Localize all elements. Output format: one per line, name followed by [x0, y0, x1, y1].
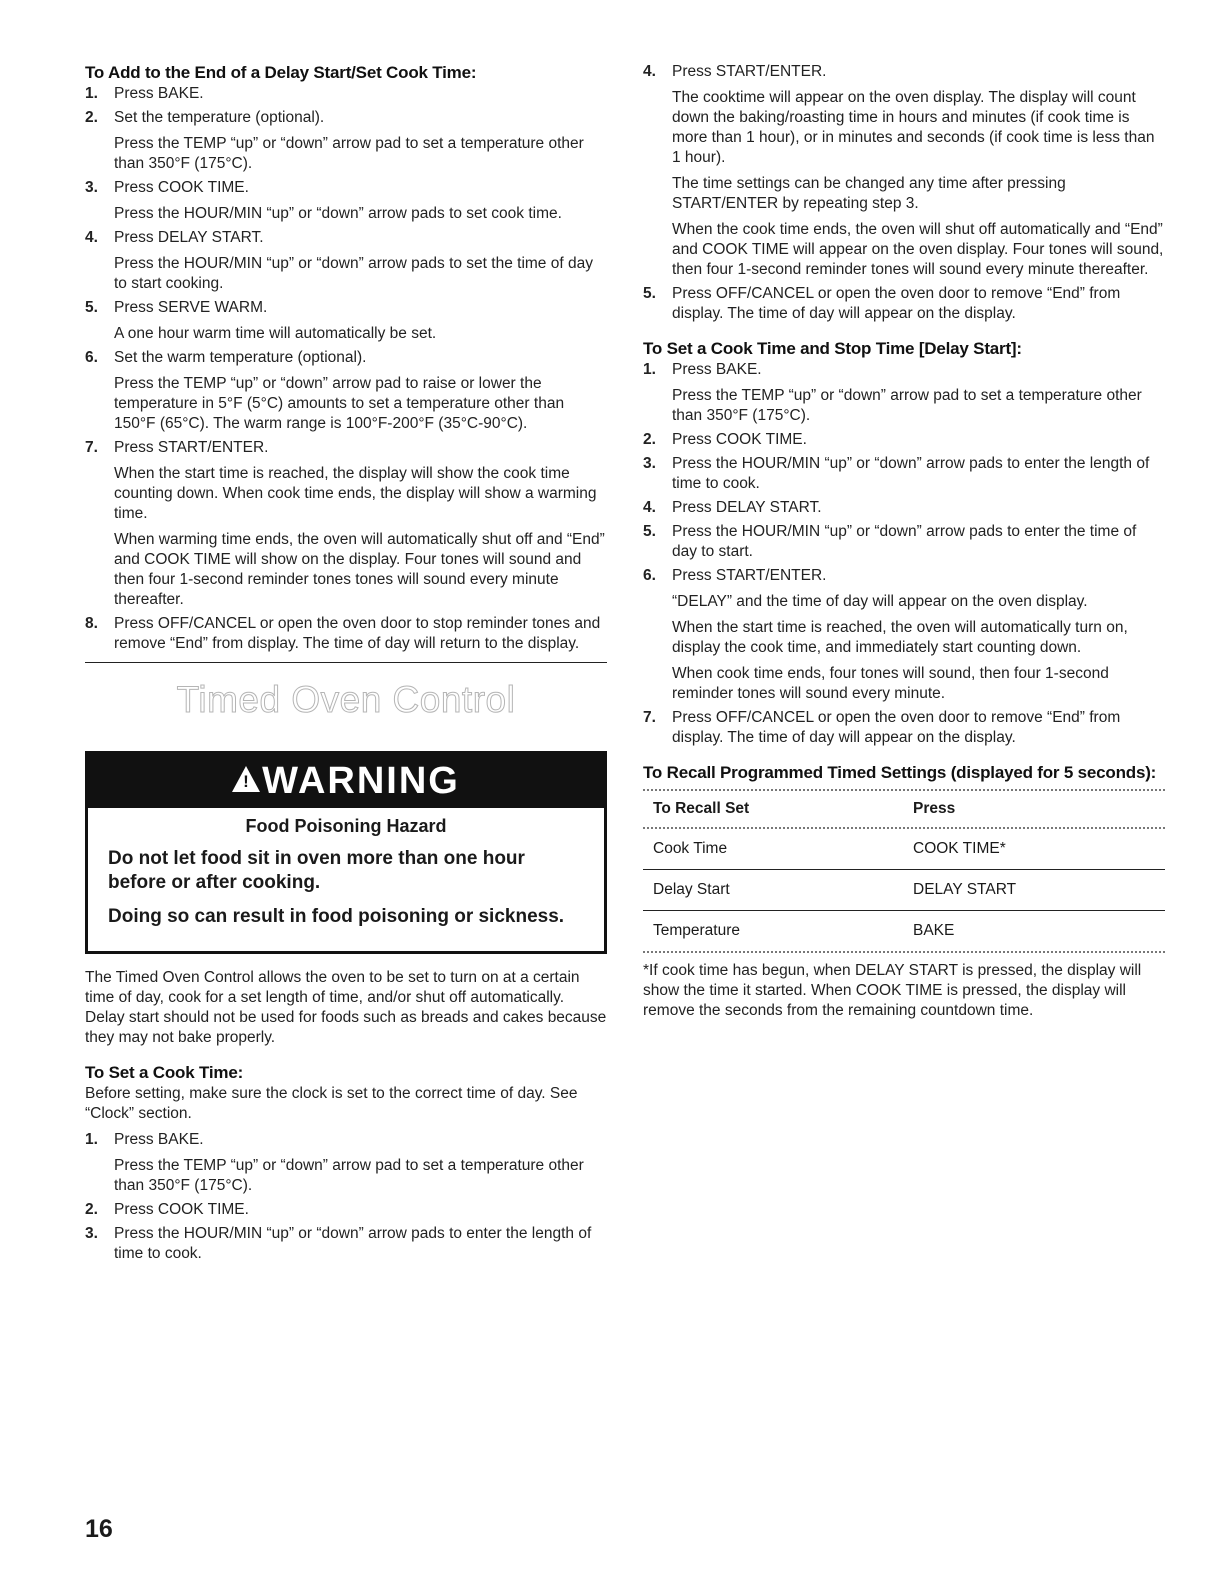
step-detail: Press the TEMP “up” or “down” arrow pad to set a temperature other than 350°F (175°C).	[672, 387, 1142, 424]
step-number: 6.	[85, 349, 98, 366]
list-item	[85, 178, 607, 224]
step-text: Press the HOUR/MIN “up” or “down” arrow pads to enter the time of day to start.	[672, 523, 1137, 560]
list-item	[643, 566, 1165, 704]
step-text: Press COOK TIME.	[114, 179, 249, 196]
step-text: Set the warm temperature (optional).	[114, 349, 367, 366]
table-row	[643, 870, 1165, 911]
column-header: Press	[913, 800, 956, 817]
step-detail: When cook time ends, four tones will sound, then four 1-second reminder tones will sound every minute.	[672, 665, 1109, 702]
list-item	[85, 438, 607, 610]
step-text: Press BAKE.	[672, 361, 762, 378]
step-detail: Press the TEMP “up” or “down” arrow pad to set a temperature other than 350°F (175°C).	[114, 1157, 584, 1194]
step-detail: Press the HOUR/MIN “up” or “down” arrow pads to set cook time.	[114, 205, 562, 222]
page-number: 16	[85, 1515, 113, 1543]
set-cook-cont-steps	[643, 62, 1165, 324]
left-column	[85, 62, 607, 1268]
intro-paragraph: The Timed Oven Control allows the oven to be set to turn on at a certain time of day, cook for a set length of time, and/or shut off automatically. Delay start should not be used for foods such as breads and cakes because they may not bake properly.	[85, 969, 607, 1046]
step-text: Press COOK TIME.	[672, 431, 807, 448]
list-item	[85, 1200, 607, 1220]
set-cook-steps	[85, 1130, 607, 1264]
step-text: Press OFF/CANCEL or open the oven door to remove “End” from display. The time of day will appear on the display.	[672, 285, 1121, 322]
step-text: Press SERVE WARM.	[114, 299, 268, 316]
hazard-statement: Do not let food sit in oven more than one hour before or after cooking.	[108, 848, 525, 893]
hazard-consequence: Doing so can result in food poisoning or sickness.	[108, 906, 565, 927]
step-detail: When warming time ends, the oven will automatically shut off and “End” and COOK TIME will show on the display. Four tones will sound and then four 1-second reminder tones tones will sound every minute thereafter.	[114, 531, 605, 608]
list-item	[643, 62, 1165, 280]
step-number: 3.	[85, 1225, 98, 1242]
step-text: Press START/ENTER.	[672, 567, 827, 584]
step-text: Press START/ENTER.	[672, 63, 827, 80]
step-number: 2.	[85, 1201, 98, 1218]
warning-banner	[88, 754, 604, 808]
list-item	[643, 522, 1165, 562]
step-text: Press COOK TIME.	[114, 1201, 249, 1218]
warning-label: WARNING	[262, 759, 460, 802]
list-item	[643, 708, 1165, 748]
step-text: Press BAKE.	[114, 85, 204, 102]
table-cell: COOK TIME*	[913, 840, 1006, 857]
step-number: 5.	[643, 285, 656, 302]
hazard-title: Food Poisoning Hazard	[245, 816, 447, 836]
step-text: Press OFF/CANCEL or open the oven door to stop reminder tones and remove “End” from display. The time of day will return to the display.	[114, 615, 601, 652]
stop-time-steps	[643, 360, 1165, 748]
table-cell: Delay Start	[653, 881, 730, 898]
step-number: 4.	[85, 229, 98, 246]
set-cook-intro: Before setting, make sure the clock is set to the correct time of day. See “Clock” section.	[85, 1085, 578, 1122]
recall-heading: To Recall Programmed Timed Settings (displayed for 5 seconds):	[643, 763, 1157, 782]
step-number: 2.	[85, 109, 98, 126]
step-text: Press DELAY START.	[114, 229, 264, 246]
set-cook-heading: To Set a Cook Time:	[85, 1063, 244, 1082]
step-detail: Press the TEMP “up” or “down” arrow pad to raise or lower the temperature in 5°F (5°C) amounts to set a temperature other than 150°F (65°C). The warm range is 100°F-200°F (35°C-90°C).	[114, 375, 565, 432]
table-cell: DELAY START	[913, 881, 1017, 898]
list-item	[85, 348, 607, 434]
step-text: Press START/ENTER.	[114, 439, 269, 456]
step-number: 7.	[85, 439, 98, 456]
section-title: Timed Oven Control	[176, 679, 516, 720]
step-number: 7.	[643, 709, 656, 726]
step-number: 1.	[85, 85, 98, 102]
table-row	[643, 829, 1165, 870]
list-item	[643, 284, 1165, 324]
step-number: 4.	[643, 63, 656, 80]
step-number: 1.	[85, 1131, 98, 1148]
step-text: Press the HOUR/MIN “up” or “down” arrow pads to enter the length of time to cook.	[114, 1225, 592, 1262]
step-detail: When the start time is reached, the oven will automatically turn on, display the cook time, and immediately start counting down.	[672, 619, 1128, 656]
step-number: 5.	[85, 299, 98, 316]
step-number: 3.	[85, 179, 98, 196]
right-column	[643, 62, 1165, 1027]
step-text: Set the temperature (optional).	[114, 109, 325, 126]
step-detail: When the cook time ends, the oven will shut off automatically and “End” and COOK TIME will appear on the oven display. Four tones will sound, then four 1-second reminder tones will sound every minute thereafter.	[672, 221, 1164, 278]
recall-table	[643, 789, 1165, 953]
list-item	[85, 614, 607, 654]
stop-time-heading: To Set a Cook Time and Stop Time [Delay Start]:	[643, 339, 1022, 358]
list-item	[85, 298, 607, 344]
step-number: 3.	[643, 455, 656, 472]
step-text: Press OFF/CANCEL or open the oven door to remove “End” from display. The time of day will appear on the display.	[672, 709, 1121, 746]
step-number: 2.	[643, 431, 656, 448]
warning-triangle-icon: !	[232, 766, 260, 792]
warning-body	[88, 808, 604, 951]
footnote: *If cook time has begun, when DELAY START is pressed, the display will show the time it started. When COOK TIME is pressed, the display will remove the seconds from the remaining countdown time.	[643, 962, 1142, 1019]
table-header-row	[643, 789, 1165, 829]
table-cell: Cook Time	[653, 840, 728, 857]
list-item	[85, 108, 607, 174]
step-detail: Press the HOUR/MIN “up” or “down” arrow pads to set the time of day to start cooking.	[114, 255, 593, 292]
step-text: Press the HOUR/MIN “up” or “down” arrow pads to enter the length of time to cook.	[672, 455, 1150, 492]
step-detail: Press the TEMP “up” or “down” arrow pad to set a temperature other than 350°F (175°C).	[114, 135, 584, 172]
step-detail: A one hour warm time will automatically be set.	[114, 325, 437, 342]
list-item	[85, 84, 607, 104]
warning-box	[85, 751, 607, 954]
step-text: Press DELAY START.	[672, 499, 822, 516]
list-item	[85, 1224, 607, 1264]
table-cell: Temperature	[653, 922, 741, 939]
step-number: 8.	[85, 615, 98, 632]
column-header: To Recall Set	[653, 800, 750, 817]
add-end-steps	[85, 84, 607, 654]
step-number: 6.	[643, 567, 656, 584]
step-text: Press BAKE.	[114, 1131, 204, 1148]
step-detail: “DELAY” and the time of day will appear on the oven display.	[672, 593, 1088, 610]
list-item	[643, 430, 1165, 450]
step-number: 4.	[643, 499, 656, 516]
table-cell: BAKE	[913, 922, 955, 939]
table-row	[643, 911, 1165, 953]
list-item	[643, 454, 1165, 494]
list-item	[85, 228, 607, 294]
list-item	[643, 498, 1165, 518]
step-detail: The cooktime will appear on the oven display. The display will count down the baking/roasting time in hours and minutes (if cook time is more than 1 hour), or in minutes and seconds (if cook time is less than 1 hour).	[672, 89, 1155, 166]
step-detail: When the start time is reached, the display will show the cook time counting down. When cook time ends, the display will show a warming time.	[114, 465, 597, 522]
add-end-heading: To Add to the End of a Delay Start/Set Cook Time:	[85, 63, 477, 82]
list-item	[643, 360, 1165, 426]
section-divider	[85, 662, 607, 663]
step-number: 1.	[643, 361, 656, 378]
step-number: 5.	[643, 523, 656, 540]
list-item	[85, 1130, 607, 1196]
step-detail: The time settings can be changed any time after pressing START/ENTER by repeating step 3.	[672, 175, 1066, 212]
